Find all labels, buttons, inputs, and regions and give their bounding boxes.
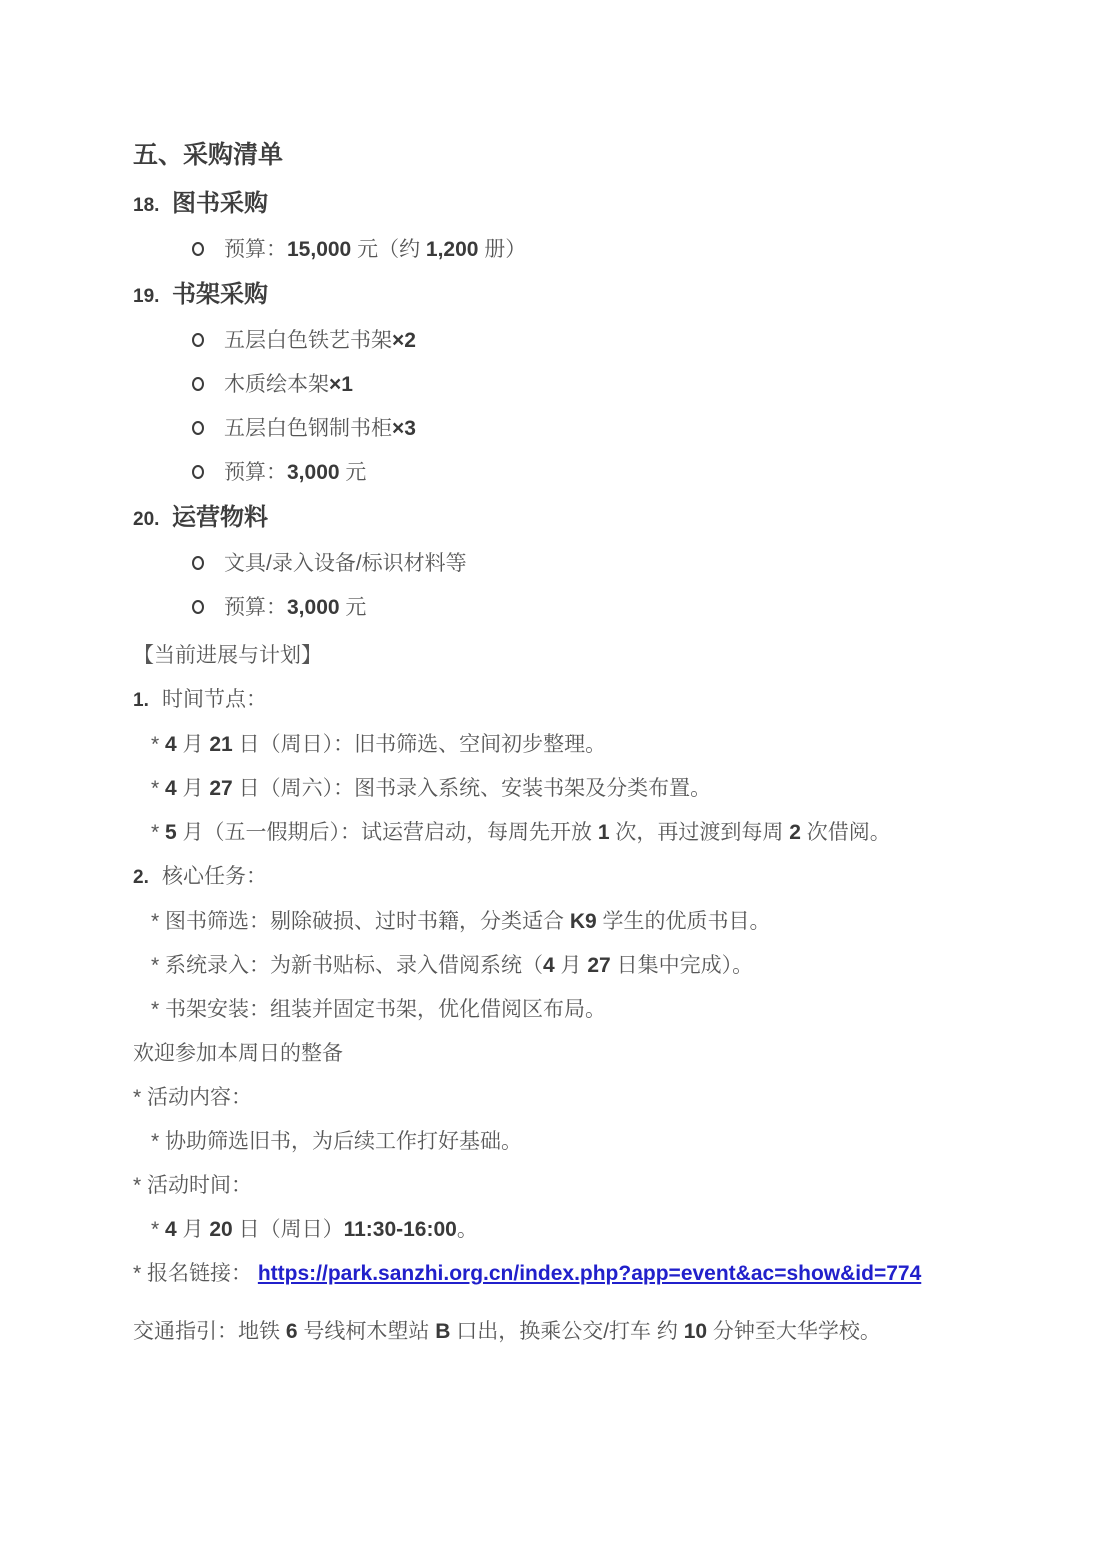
circle-bullet-icon: [192, 377, 204, 391]
progress-item-2: [133, 864, 992, 891]
bullet-text: 预算：3,000 元: [224, 596, 367, 619]
bullet-item-books-budget: [133, 237, 992, 263]
circle-bullet-icon: [192, 600, 204, 614]
circle-bullet-icon: [192, 556, 204, 570]
item-number: 2.: [133, 867, 149, 888]
bullet-text: 五层白色钢制书柜×3: [224, 417, 416, 440]
bullet-item-iron-shelf: [133, 328, 992, 354]
progress-item-1-label: 时间节点：: [162, 688, 267, 711]
bullet-item-wooden-rack: [133, 372, 992, 398]
list-item-19: [133, 281, 992, 312]
bullet-text: 文具/录入设备/标识材料等: [224, 552, 467, 575]
circle-bullet-icon: [192, 333, 204, 347]
circle-bullet-icon: [192, 242, 204, 256]
bullet-item-steel-cabinet: [133, 416, 992, 442]
bullet-item-materials-budget: [133, 595, 992, 621]
item-number: 20.: [133, 509, 160, 530]
timeline-point-apr27: * 4 月 27 日（周六）：图书录入系统、安装书架及分类布置。: [151, 777, 712, 800]
bullet-item-stationery: [133, 551, 992, 577]
invitation-intro: 欢迎参加本周日的整备: [133, 1042, 343, 1065]
item-label-operation-materials: 运营物料: [172, 504, 268, 531]
circle-bullet-icon: [192, 465, 204, 479]
bullet-item-shelves-budget: [133, 460, 992, 486]
activity-content-label: * 活动内容：: [133, 1086, 253, 1109]
item-label-books-purchase: 图书采购: [172, 190, 268, 217]
signup-link[interactable]: https://park.sanzhi.org.cn/index.php?app=event&ac=show&id=774: [257, 1262, 922, 1285]
bullet-text: 木质绘本架×1: [224, 373, 353, 396]
timeline-point-apr21: * 4 月 21 日（周日）：旧书筛选、空间初步整理。: [151, 733, 607, 756]
activity-content-detail: * 协助筛选旧书，为后续工作打好基础。: [151, 1130, 523, 1153]
item-label-shelves-purchase: 书架采购: [172, 281, 268, 308]
signup-row: [133, 1261, 992, 1287]
item-number: 1.: [133, 690, 149, 711]
item-number: 18.: [133, 195, 160, 216]
progress-item-1: [133, 687, 992, 714]
activity-time-detail: * 4 月 20 日（周日）11:30-16:00。: [151, 1218, 478, 1241]
activity-time-label: * 活动时间：: [133, 1174, 253, 1197]
timeline-point-may: * 5 月（五一假期后）：试运营启动，每周先开放 1 次，再过渡到每周 2 次借阅。: [151, 821, 891, 844]
list-item-18: [133, 190, 992, 221]
task-shelf-install: * 书架安装：组装并固定书架，优化借阅区布局。: [151, 998, 607, 1021]
progress-heading: 【当前进展与计划】: [133, 644, 322, 667]
progress-item-2-label: 核心任务：: [162, 865, 267, 888]
progress-section: [133, 643, 992, 1345]
bullet-text: 预算：3,000 元: [224, 461, 367, 484]
transit-directions: 交通指引：地铁 6 号线柯木塱站 B 口出，换乘公交/打车 约 10 分钟至大华学校。: [133, 1320, 881, 1343]
bullet-text: 预算：15,000 元（约 1,200 册）: [224, 238, 527, 261]
item-number: 19.: [133, 286, 160, 307]
task-book-screening: * 图书筛选：剔除破损、过时书籍，分类适合 K9 学生的优质书目。: [151, 910, 771, 933]
section-heading-procurement: 五、采购清单: [133, 141, 284, 169]
signup-label: * 报名链接：: [133, 1262, 253, 1285]
list-item-20: [133, 504, 992, 535]
bullet-text: 五层白色铁艺书架×2: [224, 329, 416, 352]
circle-bullet-icon: [192, 421, 204, 435]
task-system-entry: * 系统录入：为新书贴标、录入借阅系统（4 月 27 日集中完成）。: [151, 954, 754, 977]
